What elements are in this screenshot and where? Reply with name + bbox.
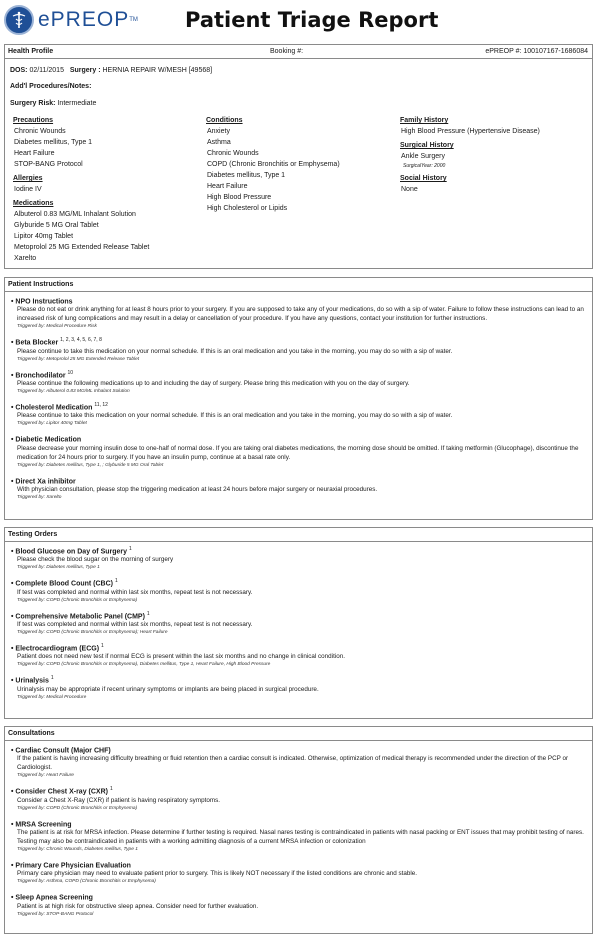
addl-procedures-label: Add'l Procedures/Notes: [10,83,92,90]
entry-text: Primary care physician may need to evaluate patient prior to surgery. This is likely NOT necessary if the listed conditions are chronic and stable. [17,870,418,878]
entry-trigger: Triggered by: COPD (Chronic Bronchitis or Emphysema); Heart Failure [17,629,168,635]
consultation-entry [11,745,586,780]
entry-title: • Direct Xa inhibitor [11,477,76,485]
entry-text: Consider a Chest X-Ray (CXR) if patient is having respiratory symptoms. [17,796,220,804]
entry-text: The patient is at risk for MRSA infection. Please determine if further testing is required. Nasal nares testing is contraindicated in patients with nasal packing or ENT issues that may prohibit testing of nares. Testing may also be contraindicated in patients with a working admitting diagnosis of a current MRSA infection or colonization [17,828,584,845]
entry-title-text: Electrocardiogram (ECG) [15,645,100,653]
list-item: Albuterol 0.83 MG/ML Inhalant Solution [14,211,136,218]
list-item: Diabetes mellitus, Type 1 [207,172,286,179]
entry-title-text: Consider Chest X-ray (CXR) [15,788,108,796]
reference-marks: 10 [67,369,74,376]
section-header [5,727,592,741]
profile-right-column [400,115,590,195]
reference-marks: 1, 2, 3, 4, 5, 6, 7, 8 [60,337,102,344]
entry-title-text: Beta Blocker [15,339,59,347]
consultations-body [5,741,592,919]
entry-trigger: Triggered by: COPD (Chronic Bronchitis or Emphysema) [17,597,138,603]
entry-text: Please continue to take this medication on your normal schedule. If this is an oral medication and you take in the morning, you may do so with a sip of water. [17,347,453,355]
instructions-body [5,292,592,502]
entry-text: Please continue the following medications up to and including the day of surgery. Please bring this medication with you on the day of surgery. [17,379,410,387]
entry-trigger: Triggered by: Lipitor 40mg Tablet [17,421,87,427]
reference-marks: 1 [50,675,54,682]
list-item: Iodine IV [14,186,42,193]
entry-title: • MRSA Screening [11,820,72,828]
epreop-number: ePREOP #: 100107167-1686084 [485,48,588,55]
list-item: Metoprolol 25 MG Extended Release Tablet [14,244,150,251]
entry-text: Patient is at high risk for obstructive sleep apnea. Consider need for further evaluation. [17,902,259,910]
entry-trigger: Triggered by: Diabetes mellitus, Type 1, ; Glyburide 5 MG Oral Tablet [17,462,164,468]
entry-title: • Consider Chest X-ray (CXR) $^1$ [11,786,113,796]
testing-entry [11,578,586,604]
list-item: Xarelto [14,255,37,262]
list-item: STOP-BANG Protocol [14,161,83,168]
list-item: Anxiety [207,128,230,135]
entry-text: With physician consultation, please stop the triggering medication at least 24 hours before major surgery or neuraxial procedures. [17,485,378,493]
entry-trigger: Triggered by: Albuterol 0.83 MG/ML Inhalant Solution [17,388,130,394]
entry-text: If test was completed and normal within last six months, repeat test is not necessary. [17,588,253,596]
consultation-entry [11,892,586,918]
medications-heading: Medications [13,200,54,207]
entry-text: Urinalysis may be appropriate if recent urinary symptoms or implants are being placed in surgical procedure. [17,685,319,693]
instruction-entry [11,476,586,502]
list-item: None [401,186,418,193]
page-title: Patient Triage Report [185,8,439,32]
reference-marks: 1 [101,642,104,649]
dos-label: DOS: [10,67,28,74]
entry-title: • Urinalysis $^1$ [11,675,54,685]
reference-marks: 1 [146,610,150,617]
list-item: High Blood Pressure [207,194,272,201]
entry-trigger: Triggered by: Chronic Wounds, Diabetes mellitus, Type 1 [17,846,138,852]
section-header [5,528,592,542]
section-label: Patient Instructions [8,281,74,288]
section-label: Health Profile [8,48,54,55]
entry-title-text: MRSA Screening [15,820,72,828]
entry-title: • Diabetic Medication [11,436,82,444]
reference-marks: 1 [109,786,113,793]
consultations-section [4,726,593,934]
testing-body [5,542,592,702]
section-label: Consultations [8,730,55,737]
entry-text: Please do not eat or drink anything for at least 8 hours prior to your surgery. If you are supposed to take any of your medications, do so with a sip of water. Failure to follow these instructions can lead to an increased risk of lung complications and may result in a delay or cancellation of your procedure. If you have any questions, contact your institution for further instructions. [17,306,584,323]
testing-entry [11,546,586,572]
entry-trigger: Triggered by: Heart Failure [17,773,74,779]
list-item: Chronic Wounds [207,150,259,157]
health-profile-section [4,44,593,269]
entry-title: • Electrocardiogram (ECG) $^1$ [11,642,104,653]
list-item: Diabetes mellitus, Type 1 [14,139,93,146]
dos-value: 02/11/2015 [29,67,64,74]
list-item: Heart Failure [14,150,55,157]
family-history-heading: Family History [400,117,449,124]
allergies-heading: Allergies [13,175,43,182]
reference-marks: 1 [114,578,118,585]
reference-marks: 11, 12 [94,401,108,408]
health-profile-header [5,45,592,59]
entry-title: • Sleep Apnea Screening [11,894,93,902]
entry-title-text: Cardiac Consult (Major CHF) [15,747,111,755]
entry-title: • Cholesterol Medication $^{11, 12}$ [11,401,108,412]
list-item: Heart Failure [207,183,248,190]
report-header [0,0,597,42]
entry-title: • Primary Care Physician Evaluation [11,862,131,870]
conditions-heading: Conditions [206,117,243,124]
instruction-entry [11,296,586,331]
entry-title-text: NPO Instructions [15,298,73,306]
list-item: Ankle Surgery [401,153,445,160]
section-header [5,278,592,292]
instruction-entry [11,337,586,363]
entry-title: • Comprehensive Metabolic Panel (CMP) $^1$ [11,610,150,620]
instruction-entry [11,402,586,428]
consultation-entry [11,786,586,812]
entry-title: • Beta Blocker $^{1, 2, 3, 4, 5, 6, 7, 8}$ [11,337,102,347]
list-item: High Blood Pressure (Hypertensive Disease) [401,128,540,135]
logo-text: ePREOP [38,8,130,31]
entry-text: Please check the blood sugar on the morning of surgery [17,556,174,564]
consultation-entry [11,860,586,886]
entry-trigger: Triggered by: COPD (Chronic Bronchitis or Emphysema) [17,805,138,811]
entry-title-text: Direct Xa inhibitor [15,477,76,485]
entry-title: • NPO Instructions [11,298,73,306]
consultation-entry [11,819,586,854]
list-item: High Cholesterol or Lipids [207,205,288,212]
patient-instructions-section [4,277,593,520]
entry-title-text: Cholesterol Medication [15,404,93,412]
addl-procedures [10,83,91,90]
entry-text: If the patient is having increasing difficulty breathing or fluid retention then a cardiac consult is indicated. Otherwise, optimization of medical therapy is recommended under the direction of the PCP or Cardiologist. [17,755,569,772]
profile-left-column [13,115,203,264]
list-item: Glyburide 5 MG Oral Tablet [14,222,99,229]
epreop-logo [4,4,154,36]
entry-text: Patient does not need new test if normal ECG is present within the last six months and no change in clinical condition. [17,653,345,661]
entry-trigger: Triggered by: Asthma, COPD (Chronic Bronchitis or Emphysema) [17,879,156,885]
list-item: Asthma [207,139,231,146]
entry-trigger: Triggered by: Medical Procedure [17,694,87,700]
entry-trigger: Triggered by: Diabetes mellitus, Type 1 [17,565,100,571]
surgery-risk-line [10,100,96,107]
testing-entry [11,643,586,669]
entry-title: • Complete Blood Count (CBC) $^1$ [11,578,118,588]
section-label: Testing Orders [8,531,58,538]
instruction-entry [11,370,586,396]
list-item: COPD (Chronic Bronchitis or Emphysema) [207,161,340,168]
entry-text: Please continue to take this medication on your normal schedule. If this is an oral medication and you take in the morning, you may do so with a sip of water. [17,412,453,420]
entry-title-text: Primary Care Physician Evaluation [15,862,131,870]
caduceus-icon [4,5,34,35]
surgery-label: Surgery : [69,67,101,74]
booking-number: Booking #: [270,48,304,55]
reference-marks: 1 [129,546,132,552]
surgery-risk-value: Intermediate [57,100,97,107]
entry-trigger: Triggered by: STOP-BANG Protocol [17,911,94,917]
precautions-heading: Precautions [13,117,54,124]
testing-orders-section [4,527,593,719]
surgical-year: SurgicalYear: 2000 [403,163,446,169]
entry-trigger: Triggered by: Metoprolol 25 MG Extended Release Tablet [17,356,140,362]
testing-entry [11,675,586,701]
entry-title: • Cardiac Consult (Major CHF) [11,747,111,755]
entry-title: • Blood Glucose on Day of Surgery $^1$ [11,546,132,556]
profile-middle-column [206,115,396,214]
surgery-risk-label: Surgery Risk: [10,100,56,107]
list-item: Chronic Wounds [14,128,66,135]
entry-title-text: Urinalysis [15,677,49,685]
entry-title: • Bronchodilator $^{10}$ [11,369,74,379]
entry-trigger: Triggered by: Xarelto [17,494,62,500]
entry-title-text: Bronchodilator [15,371,66,379]
testing-entry [11,611,586,637]
logo-trademark: TM [129,17,138,23]
social-history-heading: Social History [400,175,447,182]
entry-trigger: Triggered by: COPD (Chronic Bronchitis or Emphysema), Diabetes mellitus, Type 1, Heart Failure, High Blood Pressure [17,662,271,668]
surgery-value: HERNIA REPAIR W/MESH [49568] [102,67,213,74]
entry-title-text: Complete Blood Count (CBC) [15,580,114,588]
dos-line [10,67,212,74]
entry-title-text: Diabetic Medication [15,436,82,444]
entry-trigger: Triggered by: Medical Procedure Risk [17,324,97,330]
entry-text: Please decrease your morning insulin dose to one-half of normal dose. If you are taking oral diabetes medications, the morning dose should be omitted. If taking metformin (Glucophage), discontinue the medication for 24 hours prior to surgery. If you have an insulin pump, continue at a basal rate only. [17,444,579,461]
entry-title-text: Blood Glucose on Day of Surgery [15,548,128,556]
surgical-history-heading: Surgical History [400,142,454,149]
entry-title-text: Sleep Apnea Screening [15,894,93,902]
entry-text: If test was completed and normal within last six months, repeat test is not necessary. [17,620,253,628]
instruction-entry [11,434,586,469]
list-item: Lipitor 40mg Tablet [14,233,74,240]
entry-title-text: Comprehensive Metabolic Panel (CMP) [15,612,145,620]
